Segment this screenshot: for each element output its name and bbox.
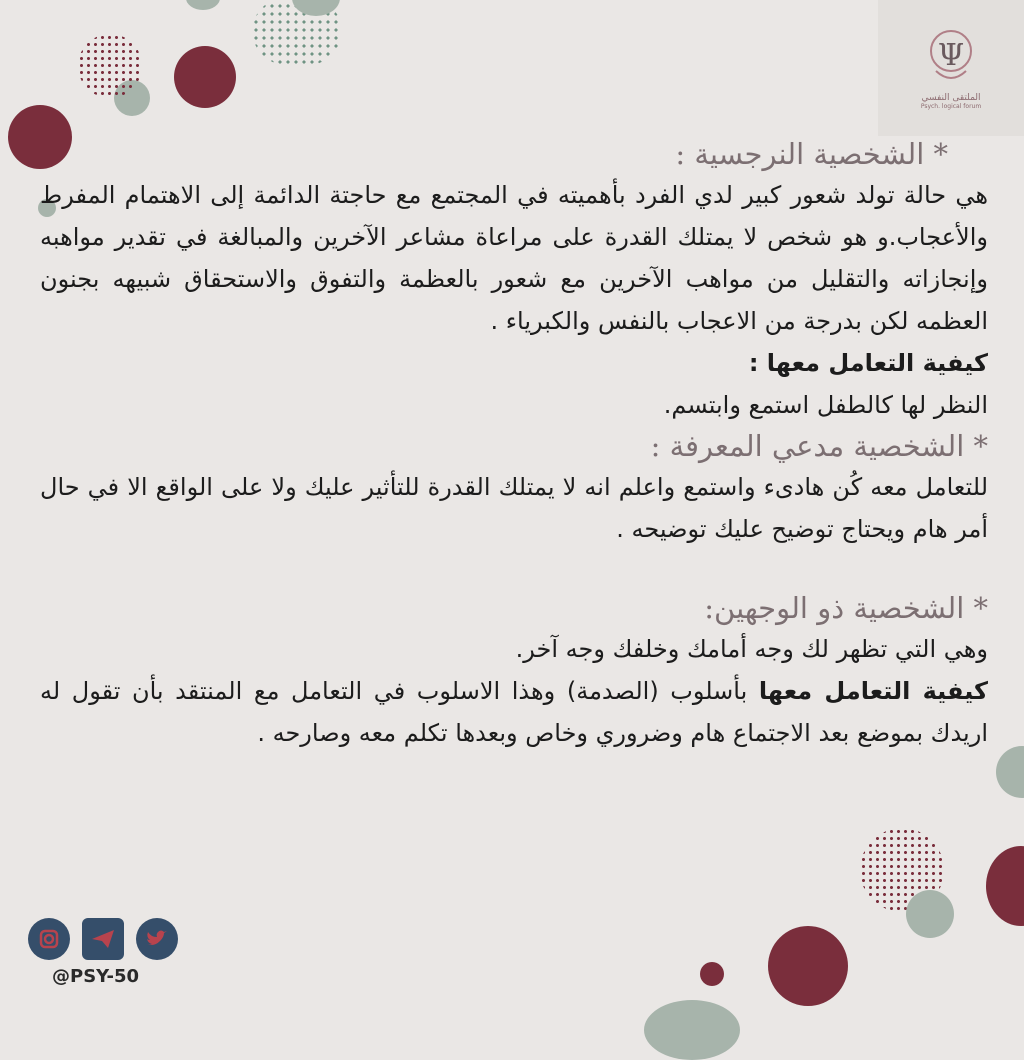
decor-circle [700, 962, 724, 986]
decor-circle [986, 846, 1024, 926]
handling-label: كيفية التعامل معها : [748, 349, 988, 377]
logo-arabic-name: الملتقى النفسي [921, 92, 981, 103]
decor-circle [186, 0, 220, 10]
psi-head-logo-icon [916, 27, 986, 91]
logo-english-name: Psych. logical forum [920, 102, 982, 110]
decor-circle [906, 890, 954, 938]
telegram-icon[interactable] [82, 918, 124, 960]
two-faced-handling [40, 670, 988, 754]
article-content [40, 134, 988, 754]
handling-label: كيفية التعامل معها [758, 677, 988, 705]
decor-circle [996, 746, 1024, 798]
social-links [28, 918, 178, 960]
decor-circle [644, 1000, 740, 1060]
logo-symbol: Ψ [937, 37, 965, 73]
decor-circle [174, 46, 236, 108]
decor-circle [768, 926, 848, 1006]
handling-advice: النظر لها كالطفل استمع وابتسم. [663, 391, 988, 419]
section-heading-narcissistic: * الشخصية النرجسية : [675, 137, 948, 171]
twitter-icon[interactable] [136, 918, 178, 960]
decor-dot-pattern [78, 34, 142, 98]
spacer [40, 550, 988, 588]
brand-logo [878, 0, 1024, 136]
instagram-icon[interactable] [28, 918, 70, 960]
section-heading-know-it-all: * الشخصية مدعي المعرفة : [650, 429, 988, 463]
section-body-two-faced: وهي التي تظهر لك وجه أمامك وخلفك وجه آخر. [515, 635, 988, 663]
section-body-know-it-all: للتعامل معه كُن هادىء واستمع واعلم انه لا يمتلك القدرة للتأثير عليك ولا على الواقع الا في حال أمر هام ويحتاج توضيح عليك توضيحه . [40, 473, 988, 543]
social-handle: @PSY-50 [52, 966, 140, 987]
section-heading-two-faced: * الشخصية ذو الوجهين: [704, 591, 988, 625]
section-body-narcissistic: هي حالة تولد شعور كبير لدي الفرد بأهميته في المجتمع مع حاجتة الدائمة إلى الاهتمام المفرط والأعجاب.و هو شخص لا يمتلك القدرة على مراعاة مشاعر الآخرين والمبالغة في تقدير مواهبه وإنجازاته والتقليل من مواهب الآخرين مع شعور بالعظمة والتفوق والاستحقاق شبيهه بجنون العظمه لكن بدرجة من الاعجاب بالنفس والكبرياء . [40, 181, 988, 335]
handling-advice: بأسلوب (الصدمة) وهذا الاسلوب في التعامل مع المنتقد بأن تقول له اريدك بموضع بعد الاجتماع هام وضروري وخاص وبعدها تكلم معه وصارحه . [40, 677, 988, 747]
